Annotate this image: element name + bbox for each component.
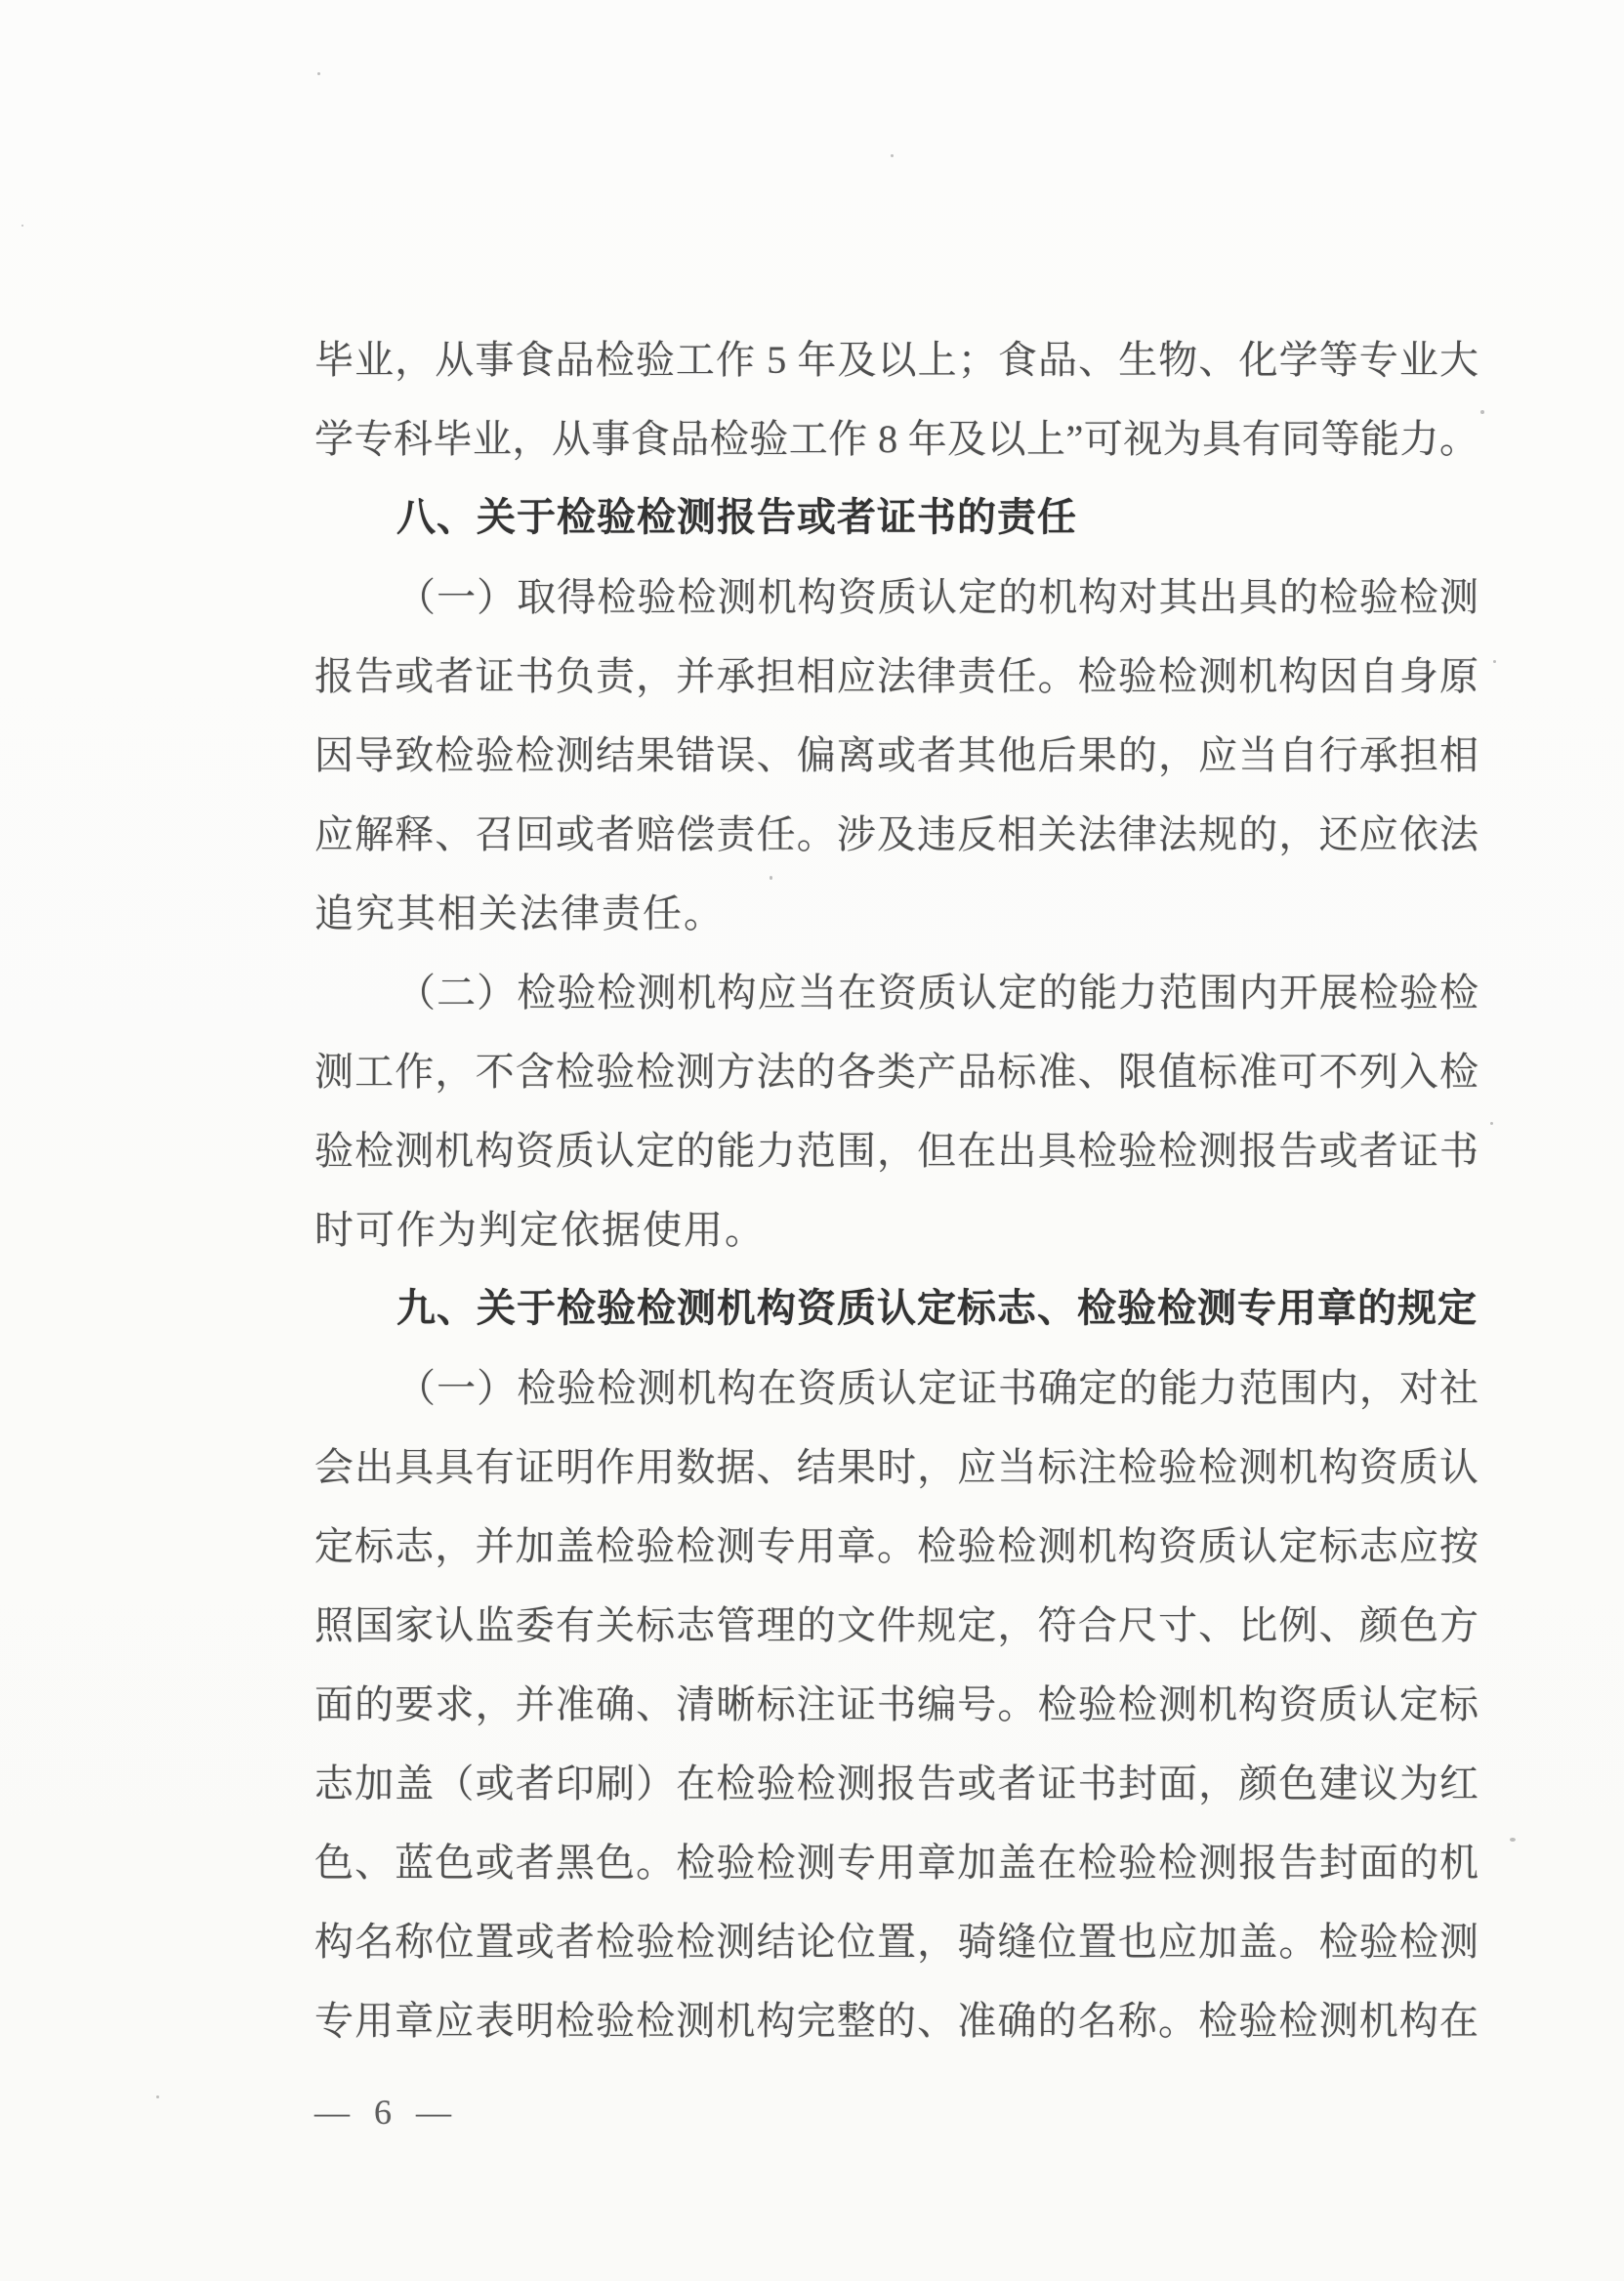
scan-speck [156,2095,159,2098]
text-line: 色、蓝色或者黑色。检验检测专用章加盖在检验检测报告封面的机 [314,1841,1478,1885]
text-line: 报告或者证书负责，并承担相应法律责任。检验检测机构因自身原 [314,654,1478,698]
text-line: 追究其相关法律责任。 [314,892,725,935]
text-line: 验检测机构资质认定的能力范围，但在出具检验检测报告或者证书 [314,1129,1478,1173]
text-line: 照国家认监委有关标志管理的文件规定，符合尺寸、比例、颜色方 [314,1603,1478,1647]
scan-speck [1510,1838,1516,1842]
text-line: 时可作为判定依据使用。 [314,1208,766,1252]
text-line: 定标志，并加盖检验检测专用章。检验检测机构资质认定标志应按 [314,1524,1478,1568]
scan-speck [1480,410,1484,414]
text-line: 测工作，不含检验检测方法的各类产品标准、限值标准可不列入检 [314,1050,1478,1094]
text-line: 专用章应表明检验检测机构完整的、准确的名称。检验检测机构在 [314,1999,1478,2043]
scan-speck [21,225,23,227]
text-line: 会出具具有证明作用数据、结果时，应当标注检验检测机构资质认 [314,1445,1478,1489]
scan-speck [317,72,320,75]
text-line: 面的要求，并准确、清晰标注证书编号。检验检测机构资质认定标 [314,1682,1478,1726]
section-heading: 八、关于检验检测报告或者证书的责任 [396,495,1077,540]
text-line: （一）检验检测机构在资质认定证书确定的能力范围内，对社 [396,1366,1478,1410]
text-line: （二）检验检测机构应当在资质认定的能力范围内开展检验检 [396,971,1478,1015]
scan-speck [1493,660,1496,663]
section-heading: 九、关于检验检测机构资质认定标志、检验检测专用章的规定 [396,1286,1478,1331]
text-line: 应解释、召回或者赔偿责任。涉及违反相关法律法规的，还应依法 [314,812,1478,856]
text-line: 志加盖（或者印刷）在检验检测报告或者证书封面，颜色建议为红 [314,1762,1478,1805]
text-block [314,320,1478,2060]
text-line: 学专科毕业，从事食品检验工作 8 年及以上”可视为具有同等能力。 [314,417,1478,461]
scan-speck [1490,1122,1493,1125]
scan-speck [891,154,894,157]
text-line: （一）取得检验检测机构资质认定的机构对其出具的检验检测 [396,575,1478,619]
text-line: 构名称位置或者检验检测结论位置，骑缝位置也应加盖。检验检测 [314,1920,1478,1964]
text-line: 因导致检验检测结果错误、偏离或者其他后果的，应当自行承担相 [314,733,1478,777]
scan-speck [770,876,772,880]
page-number: — 6 — [314,2093,459,2132]
text-line: 毕业，从事食品检验工作 5 年及以上；食品、生物、化学等专业大 [314,338,1478,382]
